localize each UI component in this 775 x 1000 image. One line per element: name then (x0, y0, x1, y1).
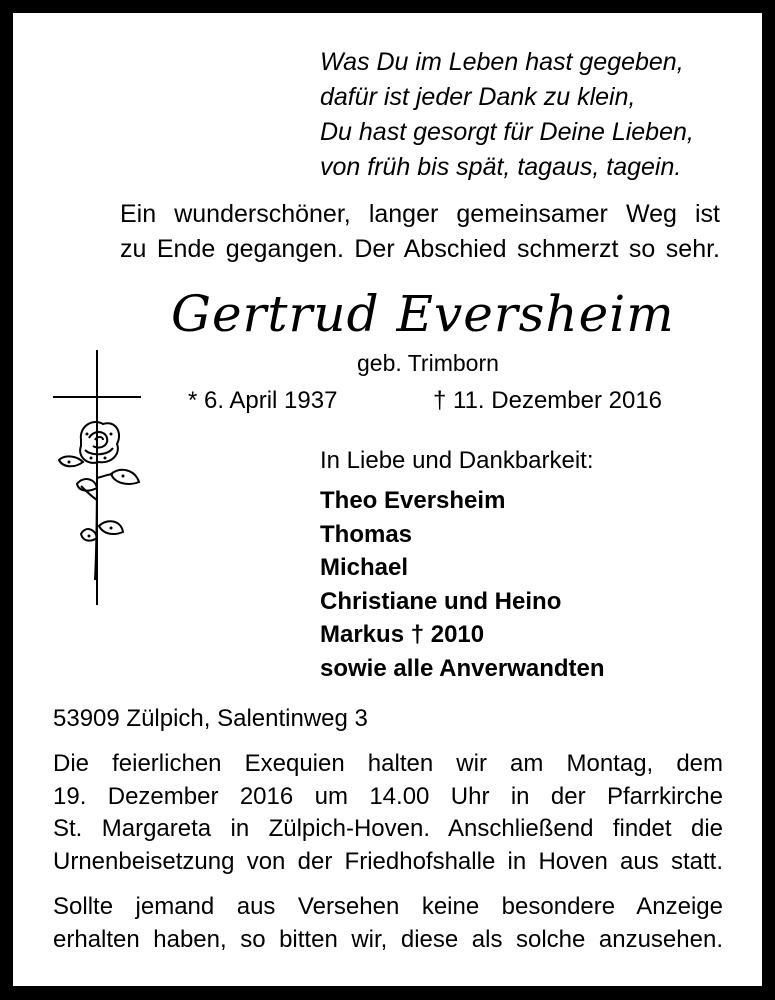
intro-text (120, 197, 720, 267)
service-line: St. Margareta in Zülpich-Hoven. Anschließend findet die (53, 815, 723, 842)
cross-with-rose-icon (51, 350, 151, 610)
family-member: Theo Eversheim (320, 487, 506, 514)
service-line: Die feierlichen Exequien halten wir am Montag, dem (53, 750, 723, 777)
poem-line: Was Du im Leben hast gegeben, (320, 48, 684, 76)
poem-line: von früh bis spät, tagaus, tagein. (320, 153, 682, 181)
family-list (320, 484, 605, 685)
service-info (53, 748, 723, 878)
notice-text (53, 891, 723, 956)
memorial-poem (320, 45, 694, 185)
poem-line: Du hast gesorgt für Deine Lieben, (320, 118, 694, 146)
notice-line: erhalten haben, so bitten wir, diese als solche anzusehen. (53, 925, 723, 953)
service-line: Urnenbeisetzung von der Friedhofshalle in Hoven aus statt. (53, 847, 723, 875)
deceased-name: Gertrud Eversheim (171, 285, 675, 343)
service-line: 19. Dezember 2016 um 14.00 Uhr in der Pfarrkirche (53, 782, 723, 810)
family-member: Markus † 2010 (320, 621, 485, 648)
notice-line: Sollte jemand aus Versehen keine besondere Anzeige (53, 893, 723, 920)
family-member: Thomas (320, 520, 413, 548)
intro-line: zu Ende gegangen. Der Abschied schmerzt so sehr. (120, 235, 720, 263)
family-member: Michael (320, 554, 409, 581)
poem-line: dafür ist jeder Dank zu klein, (320, 83, 636, 111)
intro-line: Ein wunderschöner, langer gemeinsamer Weg ist (120, 200, 720, 228)
birth-date: * 6. April 1937 (188, 387, 338, 414)
family-member: sowie alle Anverwandten (320, 654, 605, 682)
address: 53909 Zülpich, Salentinweg 3 (53, 705, 368, 732)
family-member: Christiane und Heino (320, 587, 562, 615)
death-date: † 11. Dezember 2016 (433, 387, 663, 414)
thanks-line: In Liebe und Dankbarkeit: (320, 447, 594, 474)
obituary-notice (13, 13, 762, 986)
birth-name: geb. Trimborn (357, 350, 499, 376)
